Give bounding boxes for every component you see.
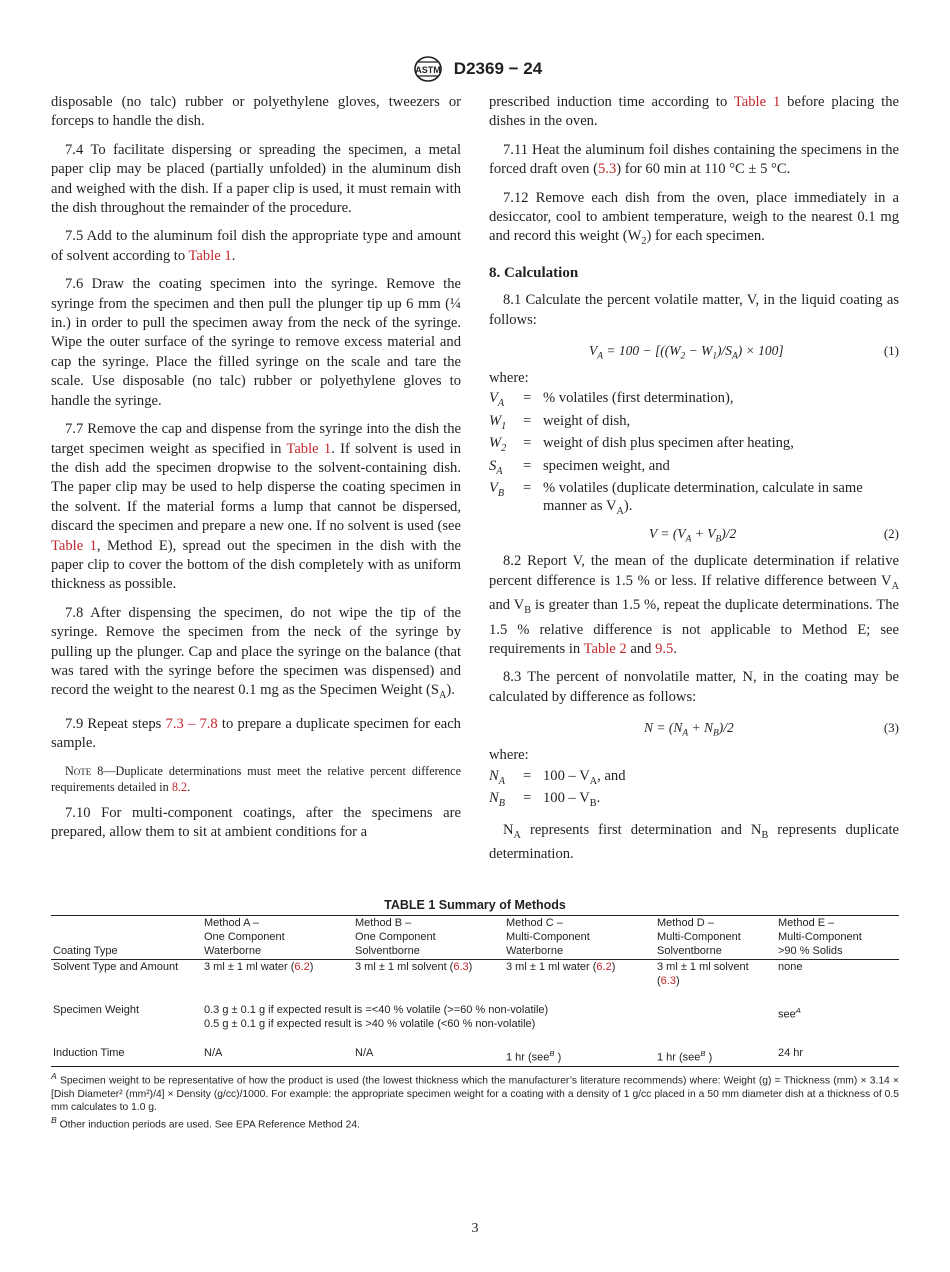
row-label: Induction Time — [53, 1046, 125, 1059]
page-header — [0, 56, 950, 82]
table-cell: 1 hr (see$^B$ ) — [657, 1048, 713, 1064]
left-column — [51, 93, 461, 851]
section-6-3-link[interactable]: 6.3 — [660, 975, 676, 988]
table-1-link[interactable]: Table 1 — [51, 537, 97, 554]
definitions-list — [489, 390, 899, 520]
table-cell: 24 hr — [778, 1046, 804, 1059]
paragraph-7-4: 7.4 To facilitate dispersing or spreading the specimen, a metal paper clip may be placed (partially unfolded) in the aluminum dish and weighed with the dish. If a paper clip is used, it must remain with the dish throughout the remainder of the procedure. — [51, 141, 461, 217]
page-number: 3 — [471, 1221, 479, 1236]
footnote-b: $^B$ Other induction periods are used. See EPA Reference Method 24. — [51, 1115, 360, 1131]
definition-text: weight of dish, — [543, 412, 631, 429]
equation-2: $V = (V_A + V_B)/2$ (2) — [649, 526, 899, 546]
definition-equals: = — [523, 480, 532, 497]
definitions-list — [489, 768, 899, 813]
table-1-link[interactable]: Table 1 — [733, 94, 781, 110]
table-cell: see$^A$ — [778, 1005, 801, 1021]
section-5-3-link[interactable]: 5.3 — [598, 161, 617, 178]
definition-symbol: $V_B$ — [489, 480, 505, 500]
astm-logo-icon — [408, 56, 448, 82]
steps-link[interactable]: 7.3 – 7.8 — [165, 715, 218, 732]
table-cell: 3 ml ± 1 ml solvent (6.3) — [355, 961, 473, 974]
table-2-link[interactable]: Table 2 — [583, 640, 627, 657]
definition-symbol: $W_2$ — [489, 435, 507, 455]
table-1-link[interactable]: Table 1 — [188, 247, 232, 264]
paragraph-7-7: 7.7 Remove the cap and dispense from the syringe into the dish the target specimen weight as specified in Table 1. If solvent is used in the dish add the specimen dropwise to the solvent-containing dish. The paper clip may be used to help disperse the coating specimen in the solvent. If the material forms a lump that cannot be dispersed, discard the specimen and prepare a new one. If no solvent is used (see Table 1, Method E), spread out the specimen in the dish with the paper clip to cover the bottom of the dish completely with as uniform thickness as possible. — [51, 421, 461, 593]
definition-text: $100 - V_A$, and — [543, 767, 626, 787]
table-row — [51, 1033, 899, 1067]
definition-symbol: $V_A$ — [489, 390, 505, 410]
table-cell: 3 ml ± 1 ml water (6.2) — [506, 961, 616, 974]
row-label: Solvent Type and Amount — [53, 961, 179, 974]
footnote-a: $^A$ Specimen weight to be representative of how the product is used (the lowest thickness which the manufacturer’s literature recommends) where: Weight (g) = Thickness (mm) × 3.14 × [Dish Diameter² (mm²)/4] × Density (g/cc)/1000. For example: the appropriate specimen weight for a coating with a density of 1 g/cc placed in a 50 mm diameter dish at a thickness of 0.5 mm calculates to 1.0 g. — [51, 1071, 899, 1113]
definition-item — [489, 480, 899, 520]
definition-item — [489, 390, 899, 413]
equation-1: $V_A = 100 - [((W_2 - W_1)/S_A) \times 100]$ (1) — [589, 342, 899, 362]
table-cell: 1 hr (see$^B$ ) — [506, 1048, 562, 1064]
table-cell: N/A — [355, 1046, 374, 1059]
paragraph-7-12: 7.12 Remove each dish from the oven, place immediately in a desiccator, cool to ambient temperature, weigh to the nearest 0.1 mg and record this weight $(W_2)$ for each specimen. — [489, 189, 899, 248]
table-header-row — [51, 916, 899, 960]
definition-text: % volatiles (first determination), — [543, 390, 734, 407]
definition-equals: = — [523, 412, 532, 429]
section-8-2-link[interactable]: 8.2 — [171, 779, 188, 794]
summary-of-methods-table — [51, 915, 899, 1067]
definition-symbol: $W_1$ — [489, 412, 507, 432]
definition-item — [489, 458, 899, 481]
svg-text:ASTM: ASTM — [415, 65, 441, 75]
table-row — [51, 990, 899, 1033]
paragraph-7-10-end: prescribed induction time according to Table 1 before placing the dishes in the oven. — [489, 94, 899, 130]
definition-item — [489, 790, 899, 813]
definition-symbol: $N_A$ — [489, 767, 505, 787]
definition-item — [489, 435, 899, 458]
table-cell: 3 ml ± 1 ml water (6.2) — [204, 961, 314, 974]
definition-item — [489, 413, 899, 436]
table-cell: 0.3 g ± 0.1 g if expected result is =<40 % volatile (>=60 % non-volatile) 0.5 g ± 0.1 g if expected result is >40 % volatile (<60 % non-volatile) — [204, 1003, 549, 1030]
paragraph-7-5: 7.5 Add to the aluminum foil dish the appropriate type and amount of solvent according to Table 1. — [51, 228, 461, 264]
table-cell: N/A — [204, 1046, 223, 1059]
document-code: D2369 − 24 — [453, 59, 543, 78]
row-label: Specimen Weight — [53, 1003, 140, 1016]
column-header-method: Method A – One Component Waterborne — [204, 917, 285, 957]
column-header-coating-type: Coating Type — [53, 944, 118, 957]
equation-3: $N = (N_A + N_B)/2$ (3) — [644, 720, 899, 739]
column-header-method: Method E – Multi-Component >90 % Solids — [778, 917, 862, 957]
definition-equals: = — [523, 435, 532, 452]
column-header-method: Method D – Multi-Component Solventborne — [657, 917, 741, 957]
paragraph-8-1: 8.1 Calculate the percent volatile matter, V, in the liquid coating as follows: — [489, 292, 899, 328]
paragraph-n-definition: $N_A$ represents first determination and $N_B$ represents duplicate determination. — [489, 821, 899, 862]
definition-symbol: $S_A$ — [489, 457, 503, 477]
definition-text: weight of dish plus specimen after heating, — [543, 435, 794, 452]
paragraph-7-11: 7.11 Heat the aluminum foil dishes containing the specimens in the forced draft oven (5.3) for 60 min at 110 °C ± 5 °C. — [489, 141, 899, 178]
paragraph-7-3-end: disposable (no talc) rubber or polyethylene gloves, tweezers or forceps to handle the dish. — [51, 94, 461, 130]
definition-text: $100 - V_B$. — [543, 790, 601, 809]
column-header-method: Method C – Multi-Component Waterborne — [506, 917, 590, 957]
table-row — [51, 960, 899, 990]
table-caption: TABLE 1 Summary of Methods — [384, 898, 566, 912]
column-header-method: Method B – One Component Solventborne — [355, 917, 436, 957]
table-1-link[interactable]: Table 1 — [286, 440, 332, 457]
note-8: Note 8—Duplicate determinations must meet the relative percent difference requirements detailed in 8.2. — [51, 763, 461, 794]
paragraph-8-2: 8.2 Report V, the mean of the duplicate determination if relative percent difference is 1.5 % or less. If relative difference between $V_A$ and $V_B$ is greater than 1.5 %, repeat the duplicate determinations. The 1.5 % relative difference is not applicable to Method E; see requirements in Table 2 and 9.5. — [489, 553, 900, 657]
definition-equals: = — [523, 390, 532, 407]
section-9-5-link[interactable]: 9.5 — [655, 640, 674, 657]
section-6-2-link[interactable]: 6.2 — [294, 961, 310, 974]
paragraph-8-3: 8.3 The percent of nonvolatile matter, N, in the coating may be calculated by difference as follows: — [489, 669, 899, 705]
paragraph-7-6: 7.6 Draw the coating specimen into the syringe. Remove the syringe from the specimen and then pull the plunger tip up 6 mm (¼ in.) in order to pull the specimen away from the neck of the syringe. Wipe the outer surface of the syringe to remove excess material and cap the syringe. Place the filled syringe on the scale and tare the scale. Use disposable (no talc) rubber or polyethylene gloves to handle the syringe. — [51, 276, 461, 409]
where-label: where: — [489, 747, 529, 764]
paragraph-7-10: 7.10 For multi-component coatings, after the specimens are prepared, allow them to sit at ambient conditions for a — [51, 804, 461, 840]
definition-symbol: $N_B$ — [489, 790, 505, 809]
section-6-2-link[interactable]: 6.2 — [596, 961, 612, 974]
definition-equals: = — [523, 790, 532, 807]
definition-equals: = — [523, 767, 532, 784]
table-cell: none — [778, 961, 803, 974]
definition-text: specimen weight, and — [543, 457, 670, 474]
definition-text: % volatiles (duplicate determination, calculate in same manner as $V_A$). — [543, 480, 863, 517]
table-1 — [51, 898, 899, 1132]
paragraph-7-8: 7.8 After dispensing the specimen, do not wipe the tip of the syringe. Remove the specimen from the neck of the syringe by pulling up the plunger. Cap and place the syringe on the balance (that was tared with the syringe before the specimen was dispensed) and record the weight to the nearest 0.1 mg as the Specimen Weight $(S_A)$. — [51, 604, 461, 702]
right-column — [489, 93, 899, 873]
section-heading-calculation: 8. Calculation — [489, 264, 579, 281]
where-label: where: — [489, 369, 529, 386]
definition-item — [489, 768, 899, 791]
paragraph-7-9: 7.9 Repeat steps 7.3 – 7.8 to prepare a duplicate specimen for each sample. — [51, 715, 461, 752]
definition-equals: = — [523, 457, 532, 474]
table-cell: 3 ml ± 1 ml solvent (6.3) — [657, 961, 749, 988]
section-6-3-link[interactable]: 6.3 — [453, 961, 469, 974]
